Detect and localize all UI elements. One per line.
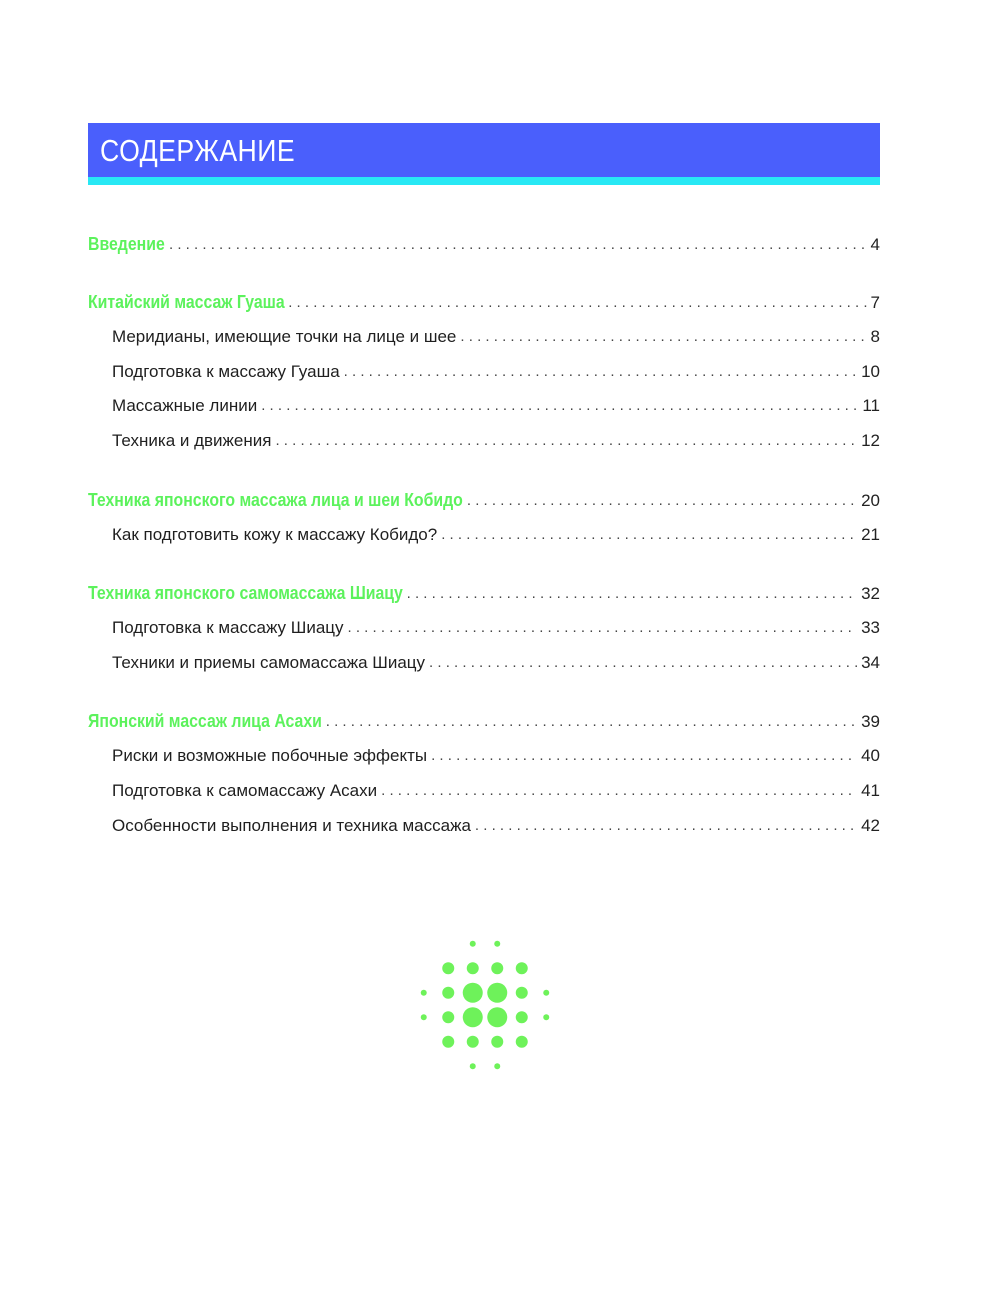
toc-item[interactable] <box>112 814 880 838</box>
dot-leader <box>344 360 857 384</box>
dot-leader <box>326 710 857 734</box>
toc-section-guasha[interactable] <box>88 290 880 314</box>
toc-page-number: 11 <box>862 396 880 415</box>
toc-item[interactable] <box>112 779 880 803</box>
toc-section-asahi[interactable] <box>88 709 880 733</box>
toc-page-number: 4 <box>870 235 880 254</box>
toc-page-number: 41 <box>861 781 880 800</box>
logo-dot <box>442 962 454 974</box>
toc-item-title: Техники и приемы самомассажа Шиацу <box>112 653 426 672</box>
toc-item-title: Техника и движения <box>112 431 272 450</box>
toc-section-title: Китайский массаж Гуаша <box>88 292 285 312</box>
toc-page-number: 33 <box>861 618 880 637</box>
logo-dot <box>516 987 528 999</box>
toc-page-number: 42 <box>861 816 880 835</box>
toc-page-number: 34 <box>861 653 880 672</box>
dot-leader <box>381 779 857 803</box>
logo-dot <box>421 1014 427 1020</box>
logo-dot <box>442 1036 454 1048</box>
toc-item[interactable] <box>112 394 880 418</box>
logo-dot <box>487 983 507 1003</box>
logo-dot <box>463 983 483 1003</box>
toc-page-number: 12 <box>861 431 880 450</box>
logo-dot <box>543 990 549 996</box>
logo-dot <box>491 1036 503 1048</box>
toc-section-title: Введение <box>88 234 165 254</box>
logo-dot <box>467 1036 479 1048</box>
toc-page-number: 32 <box>861 584 880 603</box>
toc-page-number: 8 <box>870 327 880 346</box>
logo-dot <box>470 1063 476 1069</box>
dot-leader <box>169 233 867 257</box>
logo-dot <box>467 962 479 974</box>
dot-leader <box>441 523 857 547</box>
toc-item-title: Риски и возможные побочные эффекты <box>112 746 428 765</box>
page-title: СОДЕРЖАНИЕ <box>100 133 296 168</box>
header-accent-stripe <box>88 177 880 185</box>
toc-item[interactable] <box>112 616 880 640</box>
dot-leader <box>429 651 857 675</box>
dot-leader <box>431 744 857 768</box>
toc-section-shiatsu[interactable] <box>88 581 880 605</box>
toc-item[interactable] <box>112 651 880 675</box>
toc-item-title: Массажные линии <box>112 396 258 415</box>
dot-leader <box>475 814 857 838</box>
toc-item-title: Подготовка к массажу Гуаша <box>112 362 340 381</box>
toc-item[interactable] <box>112 325 880 349</box>
logo-dot <box>516 1011 528 1023</box>
toc-page-number: 39 <box>861 712 880 731</box>
dot-leader <box>467 489 857 513</box>
dot-burst-icon <box>420 940 550 1070</box>
logo-dot <box>543 1014 549 1020</box>
header-bar <box>88 123 880 185</box>
dot-leader <box>288 291 866 315</box>
logo-dot <box>494 1063 500 1069</box>
toc-page-number: 40 <box>861 746 880 765</box>
toc-item-title: Подготовка к массажу Шиацу <box>112 618 344 637</box>
toc-item[interactable] <box>112 360 880 384</box>
logo-dot <box>470 941 476 947</box>
toc-section-kobido[interactable] <box>88 488 880 512</box>
toc-item-title: Особенности выполнения и техника массажа <box>112 816 471 835</box>
toc-section-title: Техника японского массажа лица и шеи Кобидо <box>88 490 463 510</box>
toc-item-title: Меридианы, имеющие точки на лице и шее <box>112 327 457 346</box>
logo-dot <box>487 1007 507 1027</box>
toc-page-number: 7 <box>870 293 880 312</box>
logo-dot <box>494 941 500 947</box>
toc-item[interactable] <box>112 744 880 768</box>
logo-dot <box>491 962 503 974</box>
logo-dot <box>516 962 528 974</box>
toc-item-title: Как подготовить кожу к массажу Кобидо? <box>112 525 438 544</box>
toc-item[interactable] <box>112 523 880 547</box>
toc-section-title: Техника японского самомассажа Шиацу <box>88 583 403 603</box>
toc-page-number: 21 <box>861 525 880 544</box>
logo-dot <box>516 1036 528 1048</box>
logo-dot <box>421 990 427 996</box>
logo-dot <box>463 1007 483 1027</box>
dot-leader <box>348 616 858 640</box>
logo-dot <box>442 987 454 999</box>
dot-leader <box>275 429 857 453</box>
toc-section-title: Японский массаж лица Асахи <box>88 711 322 731</box>
dot-leader <box>261 394 858 418</box>
toc-section-introduction[interactable] <box>88 232 880 256</box>
logo-dot <box>442 1011 454 1023</box>
dot-leader <box>407 582 857 606</box>
toc-page-number: 20 <box>861 491 880 510</box>
toc-item[interactable] <box>112 429 880 453</box>
toc-page-number: 10 <box>861 362 880 381</box>
dot-leader <box>460 325 866 349</box>
toc-item-title: Подготовка к самомассажу Асахи <box>112 781 378 800</box>
